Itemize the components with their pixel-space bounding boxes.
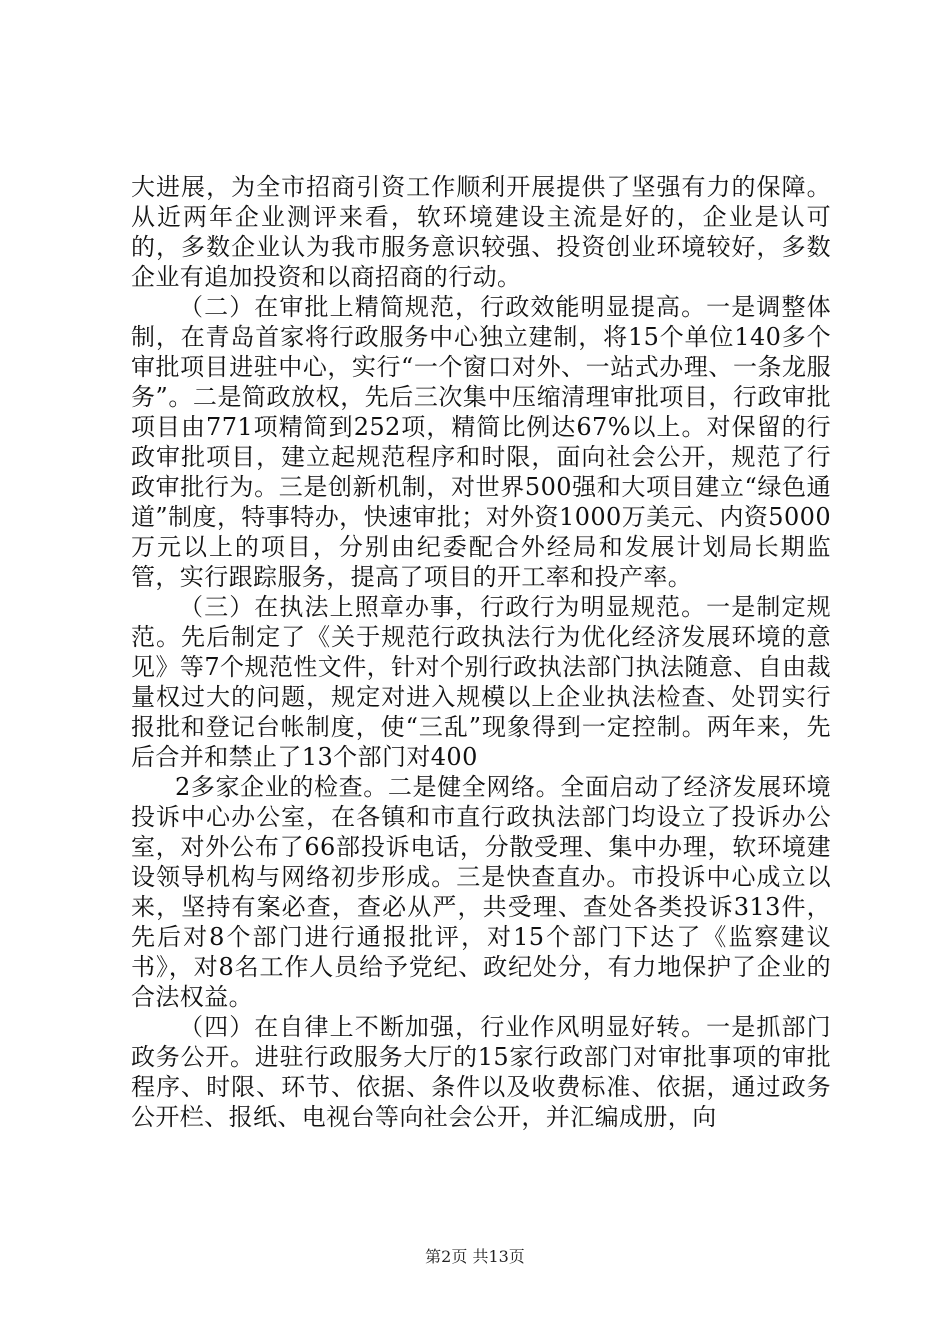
document-body (131, 172, 831, 1132)
page-number-footer: 第2页 共13页 (425, 1247, 525, 1266)
paragraph-section-2: （二）在审批上精简规范，行政效能明显提高。一是调整体制，在青岛首家将行政服务中心独立建制，将15个单位140多个审批项目进驻中心，实行“一个窗口对外、一站式办理、一条龙服务”。二是简政放权，先后三次集中压缩清理审批项目，行政审批项目由771项精简到252项，精简比例达67%以上。对保留的行政审批项目，建立起规范程序和时限，面向社会公开，规范了行政审批行为。三是创新机制，对世界500强和大项目建立“绿色通道”制度，特事特办，快速审批；对外资1000万美元、内资5000万元以上的项目，分别由纪委配合外经局和发展计划局长期监管，实行跟踪服务，提高了项目的开工率和投产率。 (131, 293, 831, 591)
paragraph-section-3: （三）在执法上照章办事，行政行为明显规范。一是制定规范。先后制定了《关于规范行政执法行为优化经济发展环境的意见》等7个规范性文件，针对个别行政执法部门执法随意、自由裁量权过大的问题，规定对进入规模以上企业执法检查、处罚实行报批和登记台帐制度，使“三乱”现象得到一定控制。两年来，先后合并和禁止了13个部门对400 (131, 593, 831, 771)
paragraph-continuation: 大进展，为全市招商引资工作顺利开展提供了坚强有力的保障。从近两年企业测评来看，软环境建设主流是好的，企业是认可的，多数企业认为我市服务意识较强、投资创业环境较好，多数企业有追加投资和以商招商的行动。 (131, 173, 831, 291)
paragraph-section-4: （四）在自律上不断加强，行业作风明显好转。一是抓部门政务公开。进驻行政服务大厅的15家行政部门对审批事项的审批程序、时限、环节、依据、条件以及收费标准、依据，通过政务公开栏、报纸、电视台等向社会公开，并汇编成册，向 (131, 1013, 831, 1131)
paragraph-section-3-continued: 2多家企业的检查。二是健全网络。全面启动了经济发展环境投诉中心办公室，在各镇和市直行政执法部门均设立了投诉办公室，对外公布了66部投诉电话，分散受理、集中办理，软环境建设领导机构与网络初步形成。三是快查直办。市投诉中心成立以来，坚持有案必查，查必从严，共受理、查处各类投诉313件，先后对8个部门进行通报批评，对15个部门下达了《监察建议书》，对8名工作人员给予党纪、政纪处分，有力地保护了企业的合法权益。 (131, 773, 831, 1011)
